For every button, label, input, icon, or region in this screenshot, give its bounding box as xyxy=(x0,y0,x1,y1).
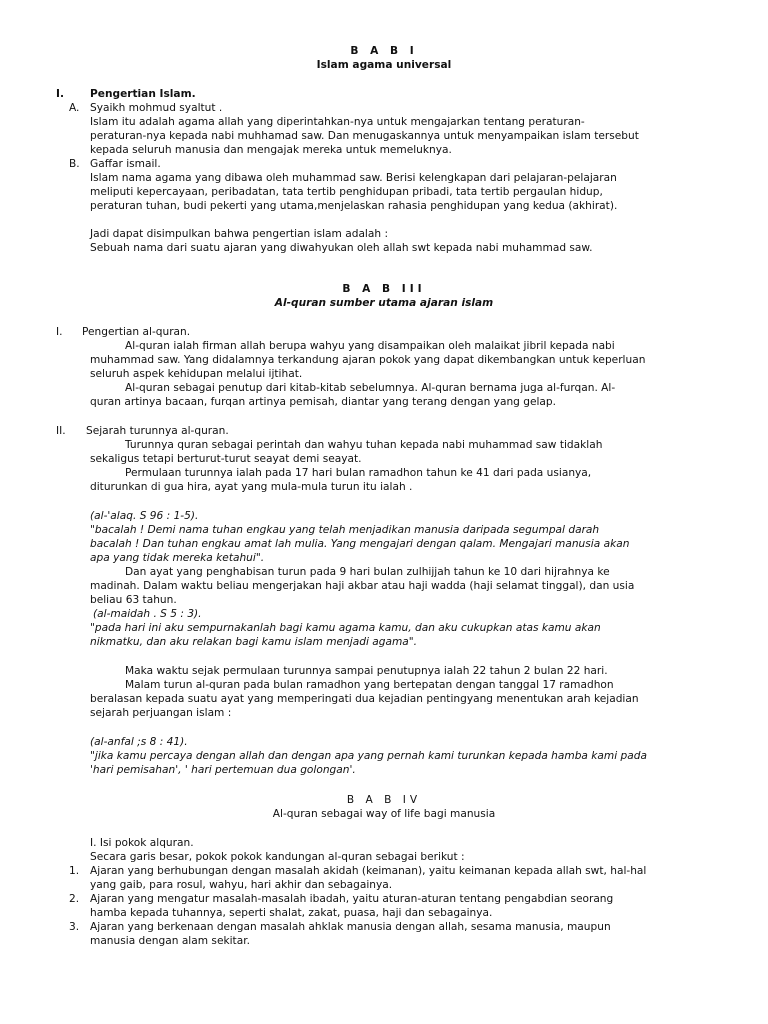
bab3-paragraph-line: Malam turun al-quran pada bulan ramadhon yang bertepatan dengan tanggal 17 ramadhon xyxy=(125,679,614,691)
bab3-paragraph-line: Dan ayat yang penghabisan turun pada 9 hari bulan zulhijjah tahun ke 10 dari hijrahnya ke xyxy=(125,566,610,578)
list-item-line: yang gaib, para rosul, wahyu, hari akhir dan sebagainya. xyxy=(90,879,393,891)
bab1-title: Islam agama universal xyxy=(316,59,452,71)
bab3-s1-line: quran artinya bacaan, furqan artinya pemisah, diantar yang terang dengan yang gelap. xyxy=(90,396,557,408)
bab1-b-line: meliputi kepercayaan, peribadatan, tata tertib penghidupan pribadi, tata tertib pergaulan hidup, xyxy=(90,186,603,198)
quran-quote-line: "jika kamu percaya dengan allah dan dengan apa yang pernah kami turunkan kepada hamba kami pada xyxy=(90,750,647,762)
bab1-b-author: Gaffar ismail. xyxy=(90,158,161,170)
bab3-s1-line: Al-quran ialah firman allah berupa wahyu yang disampaikan oleh malaikat jibril kepada nabi xyxy=(125,340,615,352)
bab3-paragraph-line: beralasan kepada suatu ayat yang memperingati dua kejadian pentingyang menentukan arah kejadian xyxy=(90,693,639,705)
bab1-a-marker: A. xyxy=(69,102,80,114)
bab1-b-line: Islam nama agama yang dibawa oleh muhammad saw. Berisi kelengkapan dari pelajaran-pelajaran xyxy=(90,172,617,184)
bab4-title: Al-quran sebagai way of life bagi manusia xyxy=(272,808,496,820)
bab1-conclusion-line: Jadi dapat disimpulkan bahwa pengertian islam adalah : xyxy=(90,228,389,240)
bab3-s2-line: Permulaan turunnya ialah pada 17 hari bulan ramadhon tahun ke 41 dari pada usianya, xyxy=(125,467,592,479)
bab3-s2-line: sekaligus tetapi berturut-turut seayat demi seayat. xyxy=(90,453,362,465)
quran-reference: (al-anfal ;s 8 : 41). xyxy=(90,736,188,748)
bab3-s1-line: Al-quran sebagai penutup dari kitab-kitab sebelumnya. Al-quran bernama juga al-furqan. Al- xyxy=(125,382,616,394)
quran-quote-line: 'hari pemisahan', ' hari pertemuan dua golongan'. xyxy=(90,764,356,776)
list-item-line: manusia dengan alam sekitar. xyxy=(90,935,250,947)
list-item-line: Ajaran yang berkenaan dengan masalah ahklak manusia dengan allah, sesama manusia, maupun xyxy=(90,921,611,933)
bab1-a-author: Syaikh mohmud syaltut . xyxy=(90,102,223,114)
bab3-s2-line: Turunnya quran sebagai perintah dan wahyu tuhan kepada nabi muhammad saw tidaklah xyxy=(125,439,603,451)
quran-reference: (al-maidah . S 5 : 3). xyxy=(93,608,202,620)
bab4-intro: Secara garis besar, pokok pokok kandungan al-quran sebagai berikut : xyxy=(90,851,465,863)
bab3-s2-number: II. xyxy=(56,425,66,437)
bab1-b-line: peraturan tuhan, budi pekerti yang utama,menjelaskan rahasia penghidupan yang kedua (akhirat). xyxy=(90,200,618,212)
bab3-paragraph-line: beliau 63 tahun. xyxy=(90,594,177,606)
list-item-number: 1. xyxy=(69,865,80,877)
bab3-s1-title: Pengertian al-quran. xyxy=(82,326,191,338)
bab3-s1-line: seluruh aspek kehidupan melalui ijtihat. xyxy=(90,368,303,380)
list-item-number: 2. xyxy=(69,893,80,905)
bab1-a-line: kepada seluruh manusia dan mengajak mereka untuk memeluknya. xyxy=(90,144,452,156)
bab1-b-marker: B. xyxy=(69,158,80,170)
quran-quote-line: bacalah ! Dan tuhan engkau amat lah mulia. Yang mengajari dengan qalam. Mengajari manusia akan xyxy=(90,538,630,550)
bab1-conclusion-line: Sebuah nama dari suatu ajaran yang diwahyukan oleh allah swt kepada nabi muhammad saw. xyxy=(90,242,593,254)
bab1-section-number: I. xyxy=(56,88,64,100)
quran-reference: (al-'alaq. S 96 : 1-5). xyxy=(90,510,199,522)
list-item-line: Ajaran yang mengatur masalah-masalah ibadah, yaitu aturan-aturan tentang pengabdian seorang xyxy=(90,893,614,905)
bab1-heading: B A B I xyxy=(350,45,418,57)
bab4-heading: B A B IV xyxy=(346,794,422,806)
bab3-title: Al-quran sumber utama ajaran islam xyxy=(274,297,494,309)
bab3-paragraph-line: sejarah perjuangan islam : xyxy=(90,707,232,719)
quran-quote-line: "pada hari ini aku sempurnakanlah bagi kamu agama kamu, dan aku cukupkan atas kamu akan xyxy=(90,622,601,634)
bab3-paragraph-line: madinah. Dalam waktu beliau mengerjakan haji akbar atau haji wadda (haji selamat tinggal), dan usia xyxy=(90,580,635,592)
bab3-s2-title: Sejarah turunnya al-quran. xyxy=(86,425,229,437)
bab3-s1-number: I. xyxy=(56,326,63,338)
bab1-a-line: peraturan-nya kepada nabi muhhamad saw. Dan menugaskannya untuk menyampaikan islam tersebut xyxy=(90,130,639,142)
bab1-section-title: Pengertian Islam. xyxy=(90,88,196,100)
quran-quote-line: nikmatku, dan aku relakan bagi kamu islam menjadi agama". xyxy=(90,636,418,648)
bab3-paragraph-line: Maka waktu sejak permulaan turunnya sampai penutupnya ialah 22 tahun 2 bulan 22 hari. xyxy=(125,665,608,677)
quran-quote-line: apa yang tidak mereka ketahui". xyxy=(90,552,265,564)
bab3-s1-line: muhammad saw. Yang didalamnya terkandung ajaran pokok yang dapat dikembangkan untuk keperluan xyxy=(90,354,646,366)
bab4-section-title: I. Isi pokok alquran. xyxy=(90,837,194,849)
bab3-heading: B A B III xyxy=(342,283,426,295)
list-item-line: hamba kepada tuhannya, seperti shalat, zakat, puasa, haji dan sebagainya. xyxy=(90,907,493,919)
quran-quote-line: "bacalah ! Demi nama tuhan engkau yang telah menjadikan manusia daripada segumpal darah xyxy=(90,524,600,536)
bab3-s2-line: diturunkan di gua hira, ayat yang mula-mula turun itu ialah . xyxy=(90,481,413,493)
list-item-number: 3. xyxy=(69,921,80,933)
list-item-line: Ajaran yang berhubungan dengan masalah akidah (keimanan), yaitu keimanan kepada allah swt, hal-hal xyxy=(90,865,647,877)
bab1-a-line: Islam itu adalah agama allah yang diperintahkan-nya untuk mengajarkan tentang peraturan- xyxy=(90,116,585,128)
